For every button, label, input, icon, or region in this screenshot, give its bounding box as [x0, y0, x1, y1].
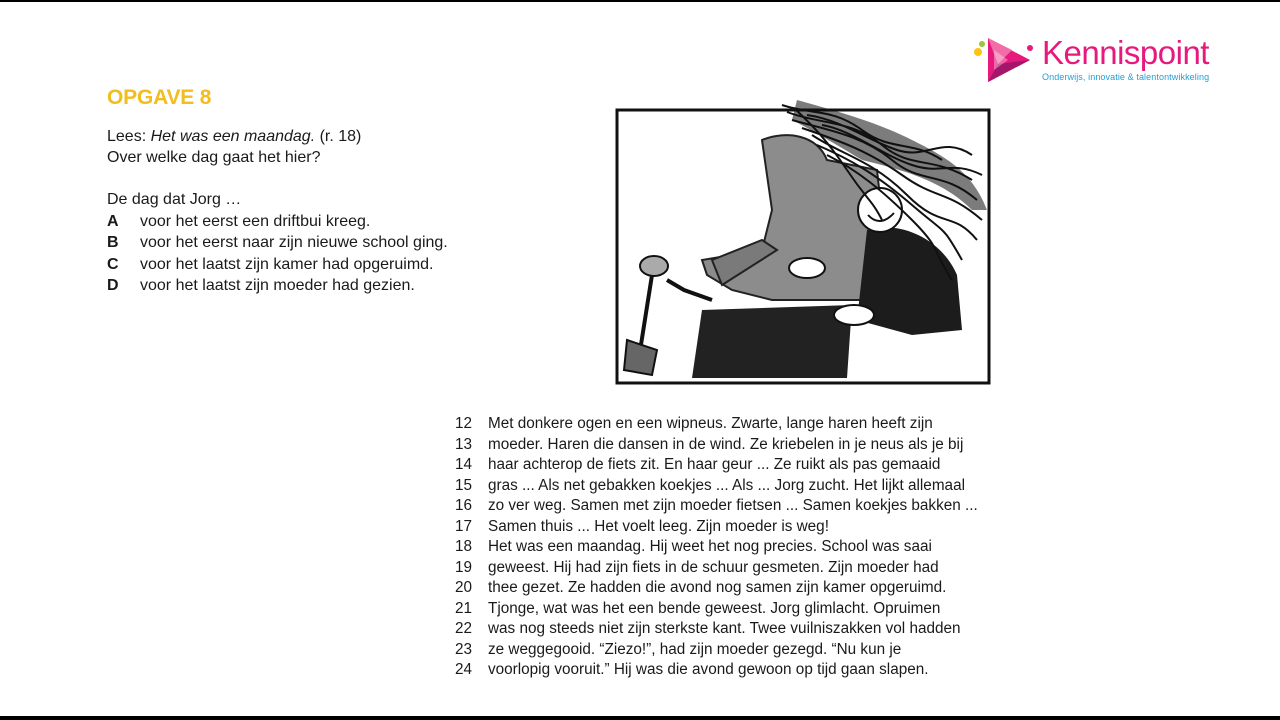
passage-line [455, 436, 963, 456]
line-text: haar achterop de fiets zit. En haar geur ... Ze ruikt als pas gemaaid [488, 456, 941, 473]
line-number: 23 [455, 640, 473, 658]
option-text: voor het eerst een driftbui kreeg. [140, 213, 371, 230]
passage-line [455, 538, 932, 558]
line-text: Tjonge, wat was het een bende geweest. Jorg glimlacht. Opruimen [488, 599, 941, 617]
question-stem: De dag dat Jorg … [107, 191, 242, 208]
brand-tagline: Onderwijs, innovatie & talentontwikkeling [1042, 72, 1210, 82]
page [0, 2, 1280, 716]
passage-line [455, 497, 978, 517]
option-d[interactable] [107, 277, 415, 295]
option-c[interactable] [107, 256, 433, 274]
line-text: gras ... Als net gebakken koekjes ... Als ... Jorg zucht. Het lijkt allemaal [488, 476, 965, 494]
read-quote: Het was een maandag. [150, 128, 316, 145]
line-number: 13 [455, 435, 473, 453]
passage-line [455, 600, 940, 620]
line-number: 22 [455, 620, 473, 637]
line-text: ze weggegooid. “Ziezo!”, had zijn moeder gezegd. “Nu kun je [488, 640, 902, 658]
bicycle-illustration [612, 100, 994, 388]
read-prefix: Lees: [107, 128, 151, 145]
option-letter: C [107, 256, 119, 273]
passage-line [455, 415, 933, 435]
line-number: 15 [455, 476, 473, 494]
line-number: 14 [455, 456, 473, 473]
passage-line [455, 456, 940, 476]
option-letter: A [107, 213, 119, 230]
read-reference: (r. 18) [315, 128, 362, 145]
line-number: 16 [455, 497, 473, 514]
passage-line [455, 518, 829, 538]
line-number: 17 [455, 517, 473, 535]
option-text: voor het laatst zijn kamer had opgeruimd. [140, 256, 434, 273]
line-number: 24 [455, 661, 473, 678]
line-text: Met donkere ogen en een wipneus. Zwarte, lange haren heeft zijn [488, 415, 933, 432]
passage-line [455, 477, 965, 497]
line-text: geweest. Hij had zijn fiets in de schuur gesmeten. Zijn moeder had [488, 558, 939, 576]
line-text: Het was een maandag. Hij weet het nog precies. School was saai [488, 538, 932, 555]
passage-line [455, 559, 939, 579]
line-number: 19 [455, 558, 473, 576]
option-text: voor het laatst zijn moeder had gezien. [140, 277, 415, 294]
passage-line [455, 641, 901, 661]
read-instruction [107, 126, 361, 147]
line-number: 21 [455, 599, 473, 617]
line-number: 12 [455, 415, 473, 432]
option-a[interactable] [107, 213, 370, 231]
passage-line [455, 620, 961, 640]
option-b[interactable] [107, 234, 448, 252]
exercise-title: OPGAVE 8 [107, 86, 212, 109]
passage-line [455, 661, 928, 681]
line-text: thee gezet. Ze hadden die avond nog samen zijn kamer opgeruimd. [488, 579, 947, 596]
option-letter: D [107, 277, 119, 294]
line-text: Samen thuis ... Het voelt leeg. Zijn moeder is weg! [488, 517, 829, 535]
option-text: voor het eerst naar zijn nieuwe school ging. [140, 234, 448, 251]
brand-name: Kennispoint [1042, 34, 1209, 71]
line-text: was nog steeds niet zijn sterkste kant. Twee vuilniszakken vol hadden [488, 620, 961, 637]
line-text: voorlopig vooruit.” Hij was die avond gewoon op tijd gaan slapen. [488, 661, 929, 678]
option-letter: B [107, 234, 119, 251]
line-number: 18 [455, 538, 473, 555]
line-text: zo ver weg. Samen met zijn moeder fietsen ... Samen koekjes bakken ... [488, 497, 978, 514]
line-text: moeder. Haren die dansen in de wind. Ze kriebelen in je neus als je bij [488, 435, 964, 453]
question-text: Over welke dag gaat het hier? [107, 149, 321, 166]
line-number: 20 [455, 579, 473, 596]
passage-line [455, 579, 946, 599]
